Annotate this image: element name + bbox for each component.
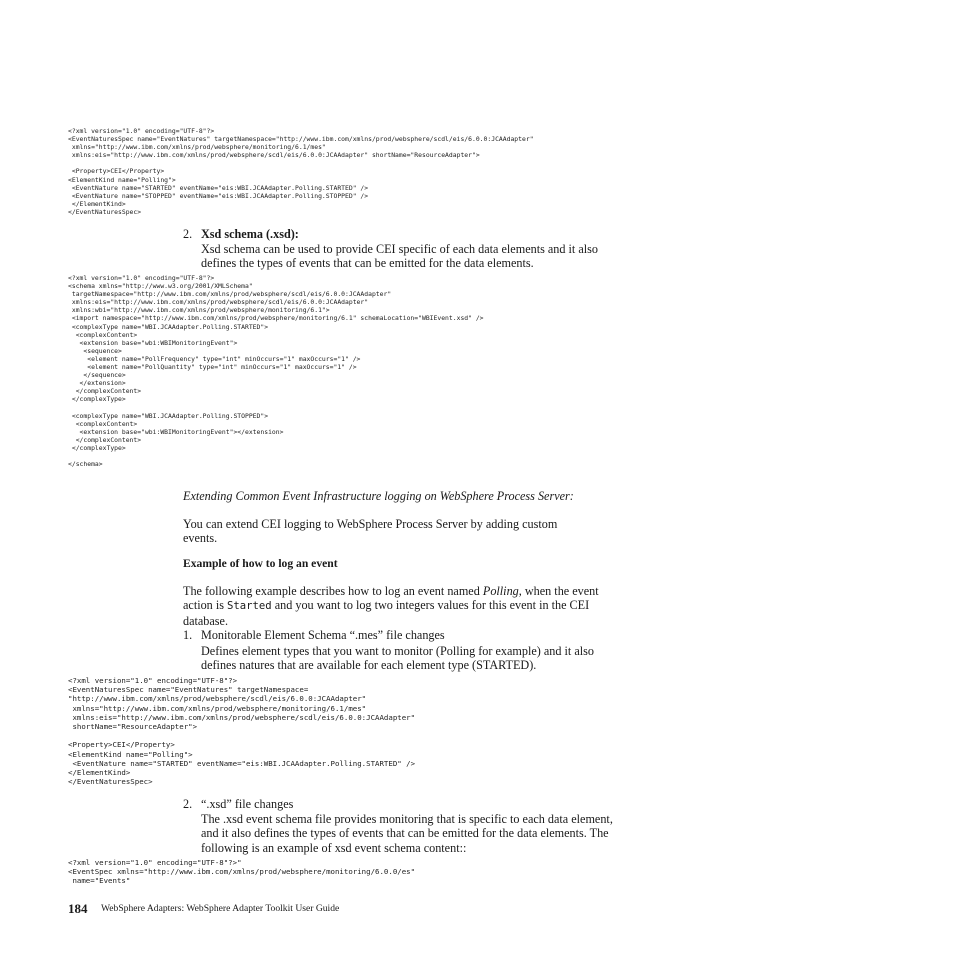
list-item-text: Xsd schema can be used to provide CEI specific of each data elements and it also defines the types of events that can be emitted for the data elements. (201, 242, 598, 271)
code-block-mes-changes: <?xml version="1.0" encoding="UTF-8"?> <EventNaturesSpec name="EventNatures" targetNamespace= "http://www.ibm.com/xmlns/prod/websphere/scdl/eis/6.0.0:JCAAdapter" xmlns="http://www.ibm.com/xmlns/prod/websphere/monitoring/6.1/mes" xmlns:eis="http://www.ibm.com/xmlns/prod/websphere/scdl/eis/6.0.0:JCAAdapter" shortName="ResourceAdapter"> <Property>CEI</Property> <ElementKind name="Polling"> <EventNature name="STARTED" eventName="eis:WBI.JCAAdapter.Polling.STARTED" /> </ElementKind> </EventNaturesSpec> (68, 676, 416, 787)
list-number: 2. (183, 797, 193, 811)
example-paragraph: The following example describes how to log an event named Polling, when the event action is Started and you want to log two integers values for this event in the CEI database. (183, 584, 599, 628)
list-item-text: The .xsd event schema file provides monitoring that is specific to each data element, and it also defines the types of events that can be emitted for the data elements. The following is an example of xsd event schema content:: (201, 812, 613, 855)
list-item-title: Monitorable Element Schema “.mes” file changes (201, 628, 445, 642)
section-heading: Extending Common Event Infrastructure logging on WebSphere Process Server: (183, 489, 574, 503)
event-name: Polling (482, 584, 519, 598)
code-block-event-spec: <?xml version="1.0" encoding="UTF-8"?>" <EventSpec xmlns="http://www.ibm.com/xmlns/prod/websphere/monitoring/6.0.0/es" name="Events" (68, 858, 416, 886)
section-intro: You can extend CEI logging to WebSphere Process Server by adding custom events. (183, 517, 558, 546)
list-number: 1. (183, 628, 193, 642)
page-number: 184 (68, 901, 88, 916)
event-action: Started (227, 600, 272, 613)
example-heading: Example of how to log an event (183, 557, 338, 570)
list-item-text: Defines element types that you want to monitor (Polling for example) and it also defines natures that are available for each element type (STARTED). (201, 644, 594, 673)
list-number: 2. (183, 227, 193, 241)
list-item-title: “.xsd” file changes (201, 797, 294, 811)
footer-title: WebSphere Adapters: WebSphere Adapter Toolkit User Guide (101, 903, 340, 914)
list-item-title: Xsd schema (.xsd): (201, 227, 299, 241)
code-block-xsd-schema: <?xml version="1.0" encoding="UTF-8"?> <schema xmlns="http://www.w3.org/2001/XMLSchema" targetNamespace="http://www.ibm.com/xmlns/prod/websphere/scdl/eis/6.0.0:JCAAdapter" xmlns:eis="http://www.ibm.com/xmlns/prod/websphere/scdl/eis/6.0.0:JCAAdapter" xmlns:wbi="http://www.ibm.com/xmlns/prod/websphere/monitoring/6.1"> <import namespace="http://www.ibm.com/xmlns/prod/websphere/monitoring/6.1" schemaLocation="WBIEvent.xsd" /> <complexType name="WBI.JCAAdapter.Polling.STARTED"> <complexContent> <extension base="wbi:WBIMonitoringEvent"> <sequence> <element name="PollFrequency" type="int" minOccurs="1" maxOccurs="1" /> <element name="PollQuantity" type="int" minOccurs="1" maxOccurs="1" /> </sequence> </extension> </complexContent> </complexType> <complexType name="WBI.JCAAdapter.Polling.STOPPED"> <complexContent> <extension base="wbi:WBIMonitoringEvent"></extension> </complexContent> </complexType> </schema> (68, 274, 484, 469)
code-block-mes-events: <?xml version="1.0" encoding="UTF-8"?> <EventNaturesSpec name="EventNatures" targetNamespace="http://www.ibm.com/xmlns/prod/websphere/scdl/eis/6.0.0:JCAAdapter" xmlns="http://www.ibm.com/xmlns/prod/websphere/monitoring/6.1/mes" xmlns:eis="http://www.ibm.com/xmlns/prod/websphere/scdl/eis/6.0.0:JCAAdapter" shortName="ResourceAdapter"> <Property>CEI</Property> <ElementKind name="Polling"> <EventNature name="STARTED" eventName="eis:WBI.JCAAdapter.Polling.STARTED" /> <EventNature name="STOPPED" eventName="eis:WBI.JCAAdapter.Polling.STOPPED" /> </ElementKind> </EventNaturesSpec> (68, 127, 534, 216)
